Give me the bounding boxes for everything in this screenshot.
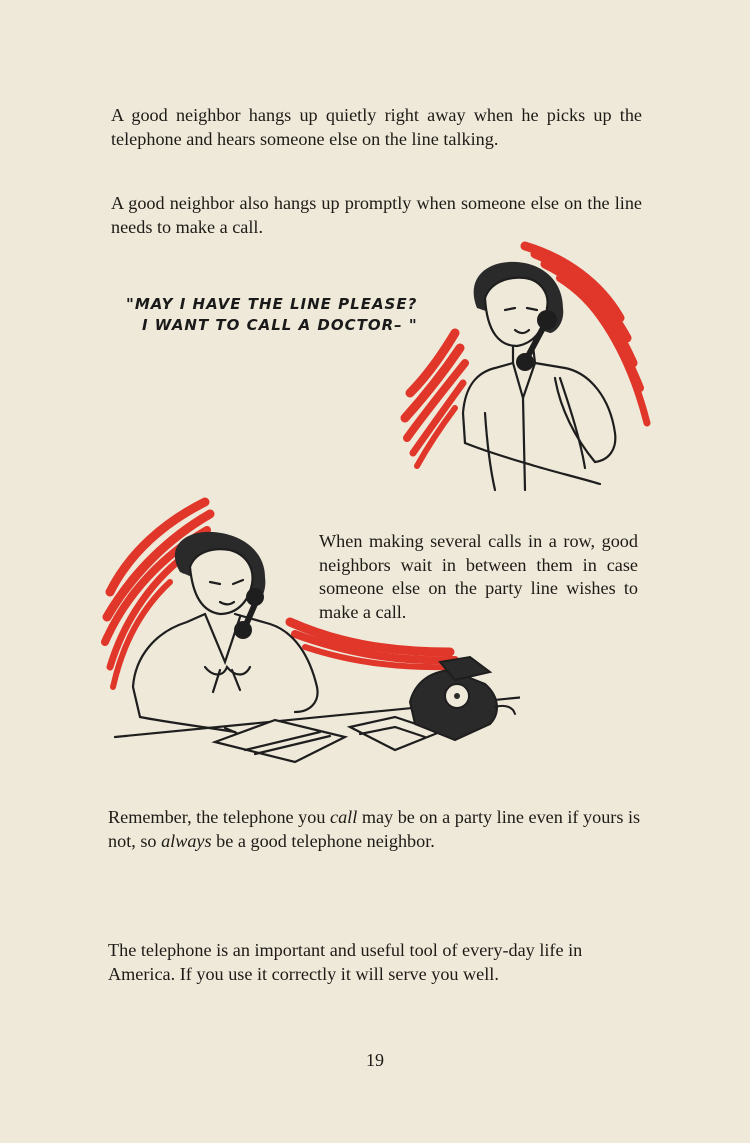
p4-emphasis-call: call: [330, 807, 358, 827]
paragraph-hang-up-quietly: A good neighbor hangs up quietly right away when he picks up the telephone and hears someone else on the line talking.: [111, 105, 642, 149]
paragraph-remember: [108, 806, 642, 853]
quote-line-1: "MAY I HAVE THE LINE PLEASE?: [126, 295, 418, 313]
page-number: 19: [366, 1050, 384, 1070]
speech-quote: [126, 294, 418, 336]
girl-at-desk-illustration: [95, 492, 520, 777]
p4-emphasis-always: always: [161, 830, 212, 851]
woman-on-phone-illustration: [395, 238, 660, 498]
paragraph-conclusion: The telephone is an important and useful tool of every-day life in America. If you use it correctly it will serve you well.: [108, 940, 583, 984]
quote-line-2: I WANT TO CALL A DOCTOR– ": [142, 316, 418, 334]
paragraph-hang-up-promptly: A good neighbor also hangs up promptly when someone else on the line needs to make a call.: [111, 193, 642, 237]
p4-text-2: may be on a party line even if yours is not, so: [108, 807, 641, 851]
red-brush-strokes-bottom: [105, 502, 455, 687]
paragraph-several-calls: When making several calls in a row, good neighbors wait in between them in case someone else on the party line wishes to make a call.: [319, 531, 638, 622]
p4-text-1: Remember, the telephone you: [108, 807, 330, 827]
p4-text-3: be a good telephone neighbor.: [211, 830, 435, 851]
